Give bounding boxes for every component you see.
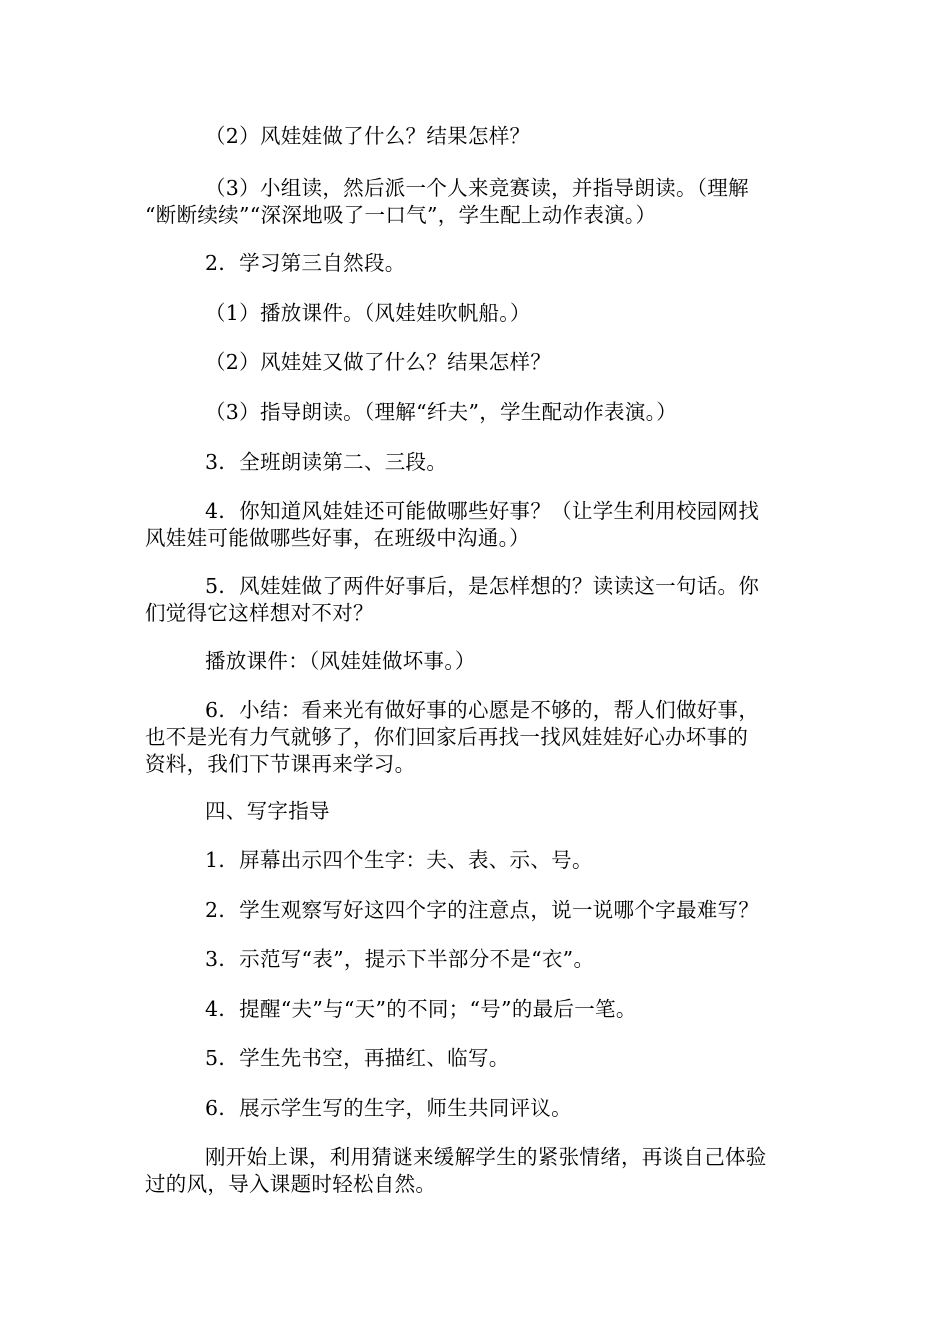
text-line: 3．全班朗读第二、三段。 (205, 450, 448, 474)
text-line: 1．屏幕出示四个生字：夫、表、示、号。 (205, 848, 593, 872)
text-line: （2）风娃娃又做了什么？结果怎样？ (205, 350, 552, 374)
text-line: （1）播放课件。（风娃娃吹帆船。） (205, 301, 531, 325)
paragraph-show-characters (145, 847, 810, 874)
text-line: 4．你知道风娃娃还可能做哪些好事？（让学生利用校园网找 (205, 499, 760, 523)
text-line: （2）风娃娃做了什么？结果怎样？ (205, 124, 531, 148)
paragraph-learn-third-section (145, 250, 810, 277)
paragraph-play-courseware-bad (145, 648, 810, 675)
paragraph-what-else (145, 349, 810, 376)
paragraph-practice-writing (145, 1045, 810, 1072)
text-line: 4．提醒“夫”与“天”的不同；“号”的最后一笔。 (205, 997, 637, 1021)
text-line: 过的风，导入课题时轻松自然。 (145, 1172, 437, 1196)
paragraph-reflection (145, 1144, 810, 1198)
text-line: 5．学生先书空，再描红、临写。 (205, 1046, 510, 1070)
paragraph-good-deeds (145, 498, 810, 552)
text-line: 5．风娃娃做了两件好事后，是怎样想的？读读这一句话。你 (205, 574, 760, 598)
paragraph-observe-characters (145, 897, 810, 924)
text-line: 6．小结：看来光有做好事的心愿是不够的，帮人们做好事， (205, 698, 760, 722)
text-line: 6．展示学生写的生字，师生共同评议。 (205, 1096, 572, 1120)
text-line: 2．学习第三自然段。 (205, 251, 406, 275)
text-line: 风娃娃可能做哪些好事，在班级中沟通。） (145, 526, 530, 550)
text-line: （3）指导朗读。（理解“纤夫”，学生配动作表演。） (205, 400, 678, 424)
text-line: “断断续续”“深深地吸了一口气”，学生配上动作表演。） (145, 203, 657, 227)
paragraph-step-2-question (145, 123, 810, 150)
text-line: 也不是光有力气就够了，你们回家后再找一找风娃娃好心办坏事的 (145, 725, 749, 749)
text-line: 们觉得它这样想对不对？ (145, 601, 374, 625)
text-line: 刚开始上课，利用猜谜来缓解学生的紧张情绪，再谈自己体验 (205, 1145, 767, 1169)
paragraph-play-courseware (145, 300, 810, 327)
paragraph-step-3-group-reading (145, 175, 810, 229)
paragraph-demonstrate-writing (145, 946, 810, 973)
paragraph-what-it-thought (145, 573, 810, 627)
text-line: 3．示范写“表”，提示下半部分不是“衣”。 (205, 947, 595, 971)
text-line: 播放课件：（风娃娃做坏事。） (205, 649, 476, 673)
text-line: 2．学生观察写好这四个字的注意点，说一说哪个字最难写？ (205, 898, 760, 922)
section-heading-writing-guidance (145, 798, 810, 825)
paragraph-class-reading (145, 449, 810, 476)
text-line: （3）小组读，然后派一个人来竞赛读，并指导朗读。（理解 (205, 176, 749, 200)
paragraph-show-and-review (145, 1095, 810, 1122)
paragraph-reminder (145, 996, 810, 1023)
paragraph-summary (145, 697, 810, 778)
text-line: 四、写字指导 (205, 799, 330, 823)
paragraph-guided-reading (145, 399, 810, 426)
text-line: 资料，我们下节课再来学习。 (145, 752, 416, 776)
